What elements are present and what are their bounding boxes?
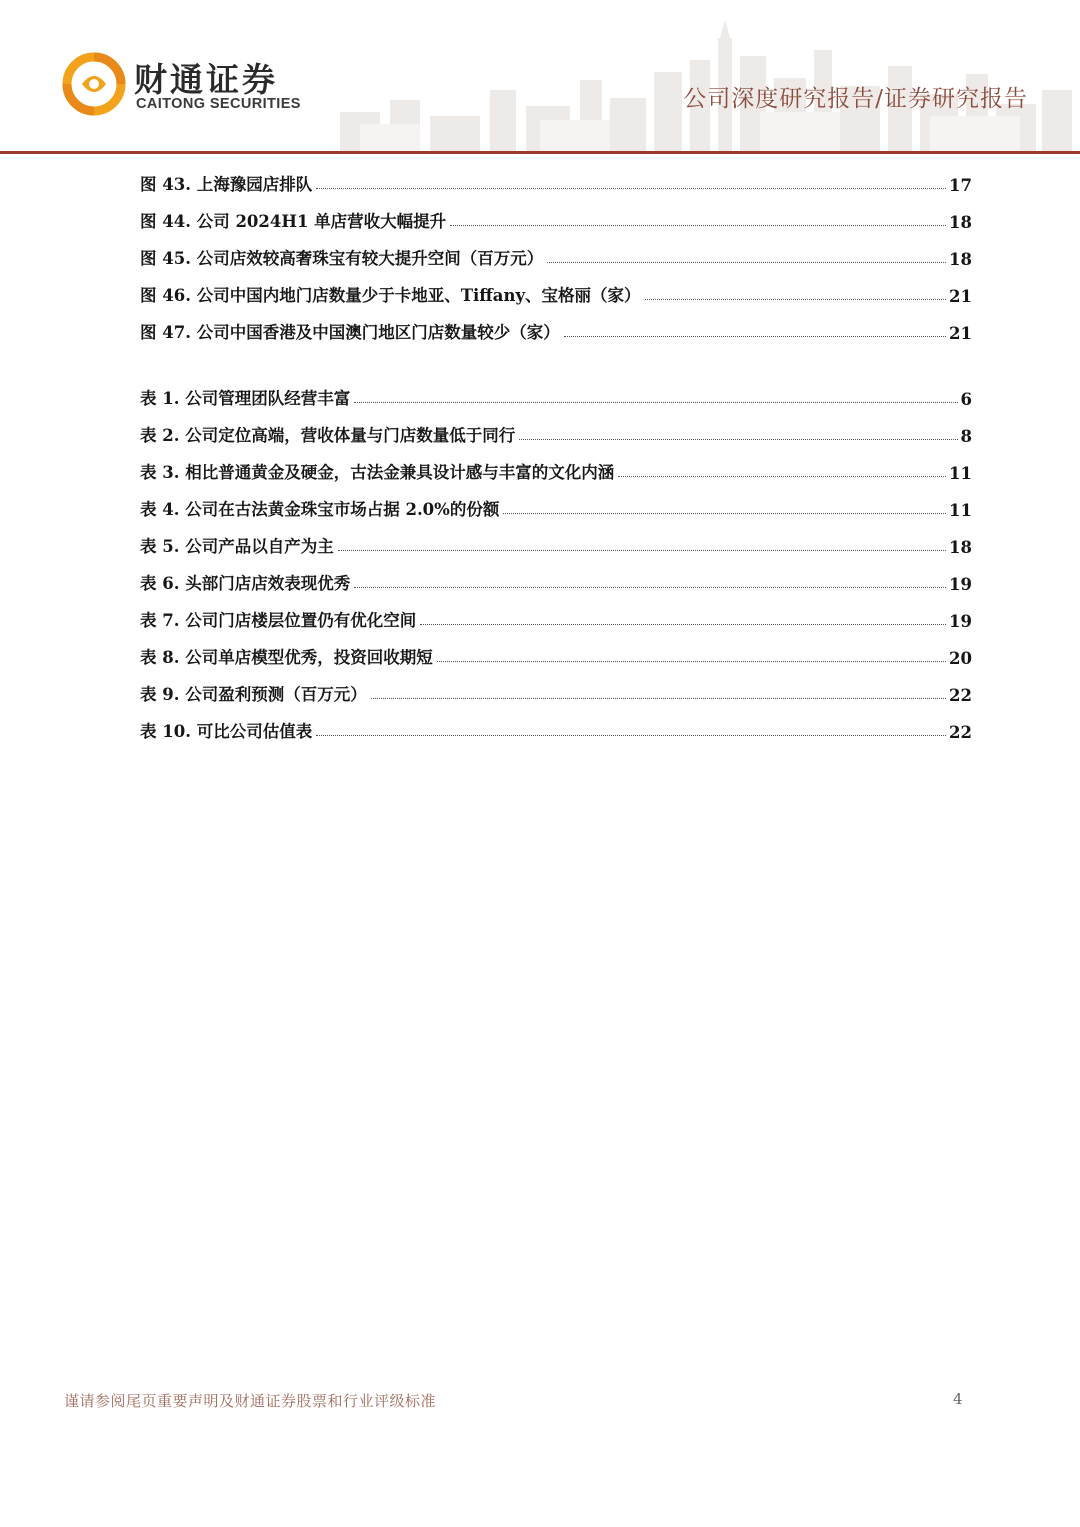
toc-entry-page: 11 xyxy=(949,501,972,520)
dot-leader xyxy=(420,623,946,625)
toc-entry-table-1[interactable] xyxy=(140,383,972,409)
dot-leader xyxy=(547,261,946,263)
toc-entry-page: 18 xyxy=(949,538,972,557)
report-type-title: 公司深度研究报告/证券研究报告 xyxy=(683,86,1028,112)
toc-entry-page: 22 xyxy=(949,686,972,705)
toc-entry-table-6[interactable] xyxy=(140,568,972,594)
toc-entry-page: 6 xyxy=(960,390,972,409)
toc-entry-table-3[interactable] xyxy=(140,457,972,483)
toc-entry-label: 表 3. 相比普通黄金及硬金，古法金兼具设计感与丰富的文化内涵 xyxy=(140,463,615,482)
toc-entry-figure-47[interactable] xyxy=(140,317,972,343)
dot-leader xyxy=(437,660,946,662)
toc-entry-label: 表 4. 公司在古法黄金珠宝市场占据 2.0%的份额 xyxy=(140,500,500,519)
toc-entry-page: 11 xyxy=(949,464,972,483)
toc-entry-table-9[interactable] xyxy=(140,679,972,705)
toc-entry-label: 图 43. 上海豫园店排队 xyxy=(140,175,313,194)
toc-entry-label: 表 1. 公司管理团队经营丰富 xyxy=(140,389,351,408)
toc-entry-table-5[interactable] xyxy=(140,531,972,557)
toc-entry-label: 表 9. 公司盈利预测（百万元） xyxy=(140,685,367,704)
toc-entry-table-2[interactable] xyxy=(140,420,972,446)
toc-entry-table-7[interactable] xyxy=(140,605,972,631)
toc-entry-page: 8 xyxy=(960,427,972,446)
toc-entry-label: 表 8. 公司单店模型优秀，投资回收期短 xyxy=(140,648,433,667)
dot-leader xyxy=(618,475,946,477)
toc-entry-label: 表 10. 可比公司估值表 xyxy=(140,722,313,741)
dot-leader xyxy=(316,187,946,189)
toc-entry-page: 19 xyxy=(949,575,972,594)
dot-leader xyxy=(338,549,946,551)
dot-leader xyxy=(564,335,946,337)
page-header xyxy=(0,0,1080,158)
footer-page-number: 4 xyxy=(953,1390,963,1408)
toc-entry-label: 表 5. 公司产品以自产为主 xyxy=(140,537,334,556)
toc-entry-label: 图 46. 公司中国内地门店数量少于卡地亚、Tiffany、宝格丽（家） xyxy=(140,286,641,305)
toc-entry-figure-44[interactable] xyxy=(140,206,972,232)
toc-entry-page: 21 xyxy=(949,324,972,343)
toc-entry-figure-46[interactable] xyxy=(140,280,972,306)
toc-entry-page: 18 xyxy=(949,250,972,269)
toc-entry-page: 17 xyxy=(949,176,972,195)
toc-entry-page: 21 xyxy=(949,287,972,306)
dot-leader xyxy=(316,734,946,736)
dot-leader xyxy=(354,586,946,588)
toc-entry-page: 22 xyxy=(949,723,972,742)
toc-entry-label: 图 45. 公司店效较高奢珠宝有较大提升空间（百万元） xyxy=(140,249,544,268)
dot-leader xyxy=(519,438,957,440)
toc-entry-label: 表 6. 头部门店店效表现优秀 xyxy=(140,574,351,593)
toc-entry-page: 18 xyxy=(949,213,972,232)
header-divider xyxy=(0,151,1080,154)
toc-entry-table-10[interactable] xyxy=(140,716,972,742)
toc-entry-page: 19 xyxy=(949,612,972,631)
dot-leader xyxy=(450,224,946,226)
logo-chinese-name: 财通证券 xyxy=(134,60,278,99)
footer-disclaimer: 谨请参阅尾页重要声明及财通证券股票和行业评级标准 xyxy=(64,1392,437,1410)
toc-entry-figure-43[interactable] xyxy=(140,169,972,195)
toc-entry-table-4[interactable] xyxy=(140,494,972,520)
logo-english-name: CAITONG SECURITIES xyxy=(136,96,301,112)
dot-leader xyxy=(371,697,946,699)
dot-leader xyxy=(503,512,946,514)
caitong-logo-icon xyxy=(62,52,126,116)
toc-entry-figure-45[interactable] xyxy=(140,243,972,269)
toc-entry-label: 图 47. 公司中国香港及中国澳门地区门店数量较少（家） xyxy=(140,323,560,342)
dot-leader xyxy=(354,401,957,403)
toc-entry-label: 表 2. 公司定位高端，营收体量与门店数量低于同行 xyxy=(140,426,516,445)
toc-entry-label: 表 7. 公司门店楼层位置仍有优化空间 xyxy=(140,611,417,630)
toc-entry-page: 20 xyxy=(949,649,972,668)
toc-entry-label: 图 44. 公司 2024H1 单店营收大幅提升 xyxy=(140,212,447,231)
toc-entry-table-8[interactable] xyxy=(140,642,972,668)
dot-leader xyxy=(645,298,946,300)
